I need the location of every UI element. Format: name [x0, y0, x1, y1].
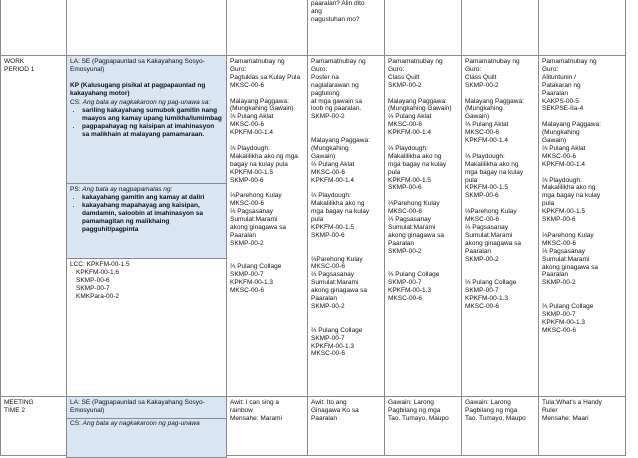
activity-line: Class Quilt — [388, 73, 420, 81]
lcc-line: KPKFM-00-1.6 — [76, 268, 119, 276]
activity-line: Sumulat:Marami — [230, 216, 278, 224]
activity-line — [230, 248, 304, 256]
activity-line: ⅔ Pagsasanay — [230, 208, 274, 216]
activity-line: MKSC-00-6 — [388, 208, 422, 216]
activity-line: Poster na — [311, 73, 339, 81]
activity-line: KPKFM-00-1.5 — [542, 208, 585, 216]
activity-line — [388, 264, 458, 272]
activity-line: ⅔ Playdough: — [465, 152, 505, 160]
meeting-day1-cell — [226, 396, 308, 456]
activity-line: MKSC-00-6 — [230, 287, 264, 295]
activity-line: Guro: — [388, 65, 405, 73]
activity-line: Pagbilang ng mga — [388, 406, 441, 414]
activity-line: Gawain) — [542, 137, 567, 145]
activity-line: Makalilikha ako ng — [388, 152, 442, 160]
cs-item: • sariling kakayahang sumubok gamitin nang maayos ang kamay upang lumikha/lumimbag — [82, 107, 223, 123]
activity-line: Makalilikha ako ng — [542, 184, 596, 192]
activity-line: Paaralan — [311, 295, 338, 303]
activity-line: pula — [311, 216, 324, 224]
activity-line: ⅔ Pulang Aklat — [542, 144, 586, 152]
ps-prefix: PS: — [70, 186, 83, 193]
ps-item: • kakayahang gamitin ang kamay at daliri — [82, 194, 223, 202]
top-line: paaralan? Alin dito — [311, 0, 365, 7]
activity-line: Mensahe: Marami — [230, 414, 283, 422]
activity-line: MKSC-00-6 — [311, 168, 345, 176]
lcc-line: LCC: KPKFM-00-1.5 — [70, 261, 130, 268]
activity-line: pula — [388, 168, 401, 176]
activity-line — [465, 90, 535, 98]
meeting-day2-cell — [307, 396, 385, 456]
activity-line: KPKFM-00-1.4 — [388, 129, 431, 137]
activity-line: MKSC-00-6 — [542, 326, 576, 334]
work-period-label: WORK — [4, 58, 25, 65]
top-row-day2-cell — [307, 0, 385, 56]
activity-line: akong ginagawa sa — [311, 287, 368, 295]
activity-line: KPKFM-00-1.4 — [465, 137, 508, 145]
activity-line: Alituntunin / — [542, 73, 576, 81]
activity-line: loob ng paaralan. — [311, 105, 362, 113]
activity-line: pula — [542, 200, 555, 208]
lcc-line: SKMP-00-7 — [76, 284, 110, 292]
activity-line: Guro: — [542, 65, 559, 73]
ps-text: Ang bata ay nagpapamalas ng: — [82, 186, 173, 193]
top-row-day3-cell — [384, 0, 462, 56]
top-line: nagustuhan mo? — [311, 15, 360, 23]
activity-line: SKMP-00-6 — [465, 192, 499, 200]
activity-line: KPKFM-00-1.4 — [542, 160, 585, 168]
activity-line: ⅔ Pulang Collage — [542, 303, 594, 311]
activity-line: akong ginagawa sa — [465, 239, 522, 247]
work-day1-cell — [226, 55, 308, 397]
activity-line: KPKFM-00-1.5 — [230, 168, 273, 176]
activity-line: Paaralan — [230, 231, 257, 239]
work-day2-cell — [307, 55, 385, 397]
activity-line: Patakaran ng — [542, 81, 581, 89]
activity-line: Paaralan — [311, 414, 338, 422]
activity-line: Sumulat:Marami — [542, 255, 590, 263]
activity-line: Pamamatnubay ng — [311, 58, 366, 65]
activity-line: Awit: Ito ang — [311, 399, 347, 406]
activity-line: SKMP-00-2 — [311, 113, 345, 121]
activity-line: Paaralan — [465, 247, 492, 255]
activity-line: ⅔ Pagsasanay — [388, 216, 432, 224]
activity-line — [388, 90, 458, 98]
activity-line: SKMP-00-2 — [465, 81, 499, 89]
activity-line: Malayang Paggawa: — [311, 137, 370, 145]
activity-line: MKSC-00-6 — [311, 350, 345, 358]
activity-line: KPKFM-00-1.4 — [230, 129, 273, 137]
activity-line: ⅔ Pulang Collage — [311, 326, 363, 334]
work-la-heading: LA: SE (Pagpapaunlad sa Kakayahang Sosyo-Emosyunal) — [70, 58, 205, 73]
activity-line: Guro: — [230, 65, 247, 73]
activity-line — [465, 145, 535, 153]
activity-line: SKMP-00-6 — [542, 216, 576, 224]
activity-line — [465, 271, 535, 279]
activity-line: ⅔ Pulang Aklat — [388, 113, 432, 121]
activity-line — [311, 248, 381, 256]
activity-line: akong ginagawa sa — [230, 223, 287, 231]
activity-line: Class Quilt — [465, 73, 497, 81]
top-row-day1-cell — [226, 0, 308, 56]
activity-line: bagay na kulay pula — [230, 160, 288, 168]
meeting-cs-cell — [66, 418, 227, 458]
activity-line: mga bagay na kulay — [542, 192, 601, 200]
meeting-time-label: MEETING — [4, 399, 34, 406]
activity-line: SKMP-00-6 — [230, 176, 264, 184]
activity-line — [388, 192, 458, 200]
activity-line — [542, 169, 622, 177]
activity-line: ⅔Parehong Kulay — [388, 200, 440, 208]
activity-line: MKSC-00-6 — [465, 303, 499, 311]
activity-line — [542, 224, 622, 232]
activity-line: KPKFM-00-1.4 — [311, 176, 354, 184]
meeting-day3-cell — [384, 396, 462, 456]
activity-line: Guro: — [465, 65, 482, 73]
meeting-time-label-cell — [0, 396, 67, 456]
activity-line: KPKFM-00-1.5 — [311, 223, 354, 231]
activity-line: Malayang Paggawa: — [542, 121, 601, 129]
cs-prefix: CS: — [70, 99, 83, 106]
activity-line: Pagtuklas sa Kulay Pula — [230, 73, 301, 81]
activity-line: Malayang Paggawa: — [388, 97, 447, 105]
cs-text: Ang bata ay nagkakaroon ng pag-unawa sa: — [82, 99, 211, 106]
activity-line: SKMP-00-2 — [388, 247, 422, 255]
activity-line: ⅔Parehong Kulay — [311, 255, 363, 263]
activity-line: Tao. Tumayo, Maupo — [465, 414, 526, 422]
ps-item: • kakayahang mapahayag ang kaisipan, damdamin, saloobin at imahinasyon sa pamamagitan ng malikhaing pagguhit/pagpinta — [82, 202, 223, 234]
activity-line — [542, 295, 622, 303]
work-period-label: PERIOD 1 — [4, 65, 35, 73]
activity-line — [542, 287, 622, 295]
activity-line: Malayang Paggawa: — [230, 97, 289, 105]
activity-line: ⅔ Pagsasanay — [465, 223, 509, 231]
activity-line: mga bagay na kulay — [311, 208, 370, 216]
work-cs-cell — [66, 98, 227, 184]
activity-line: SKMP-00-2 — [311, 303, 345, 311]
activity-line: SKMP-00-7 — [311, 334, 345, 342]
activity-line: MKSC-00-6 — [230, 81, 264, 89]
activity-line: ⅔ Pulang Aklat — [465, 121, 509, 129]
meeting-la-cell — [66, 396, 227, 419]
activity-line — [388, 137, 458, 145]
activity-line: naglalarawan ng — [311, 81, 359, 89]
activity-line: KPKFM-00-1.3 — [465, 295, 508, 303]
activity-line — [230, 137, 304, 145]
activity-line — [311, 319, 381, 327]
activity-line: akong ginagawa sa — [388, 231, 445, 239]
work-day5-cell — [538, 55, 626, 397]
activity-line: ⅔ Playdough: — [311, 192, 351, 200]
activity-line: (Mungkahing Gawain) — [230, 105, 294, 113]
activity-line: mga bagay na kulay — [388, 160, 447, 168]
meeting-day5-cell — [538, 396, 626, 456]
activity-line: Pamamatnubay ng — [542, 58, 597, 65]
activity-line — [230, 90, 304, 98]
activity-line: ⅔ Playdough: — [230, 144, 270, 152]
activity-line: Awit: I can sing a — [230, 399, 280, 406]
top-row-day5-cell — [538, 0, 626, 56]
activity-line: SKMP-00-7 — [388, 279, 422, 287]
activity-line — [230, 256, 304, 264]
activity-line — [311, 311, 381, 319]
activity-line: Ruler — [542, 406, 558, 414]
activity-line: SKMP-00-2 — [465, 255, 499, 263]
activity-line: KPKFM-00-1.3 — [311, 342, 354, 350]
activity-line: ⅔ Playdough: — [542, 176, 582, 184]
activity-line: Makalilikha ako ng mga — [230, 152, 298, 160]
lcc-line: SKMP-00-6 — [76, 276, 110, 284]
activity-line: Sumulat:Marami — [465, 231, 513, 239]
activity-line: Ginagawa Ko sa — [311, 406, 359, 414]
activity-line: ⅔Parehong Kulay — [542, 231, 594, 239]
top-row-period-cell — [0, 0, 67, 56]
activity-line: SKMP-00-7 — [542, 310, 576, 318]
activity-line: ⅔ Pulang Aklat — [311, 160, 355, 168]
top-line: ang — [311, 7, 322, 15]
activity-line: Makalilikha ako ng — [311, 200, 365, 208]
cs-item: • pagpapahayag ng kaisipan at imahinasyon sa malikhain at malayang pamamaraan. — [82, 123, 223, 139]
activity-line: ⅔Parehong Kulay — [230, 192, 282, 200]
activity-line: Paaralan — [542, 89, 569, 97]
activity-line: mga bagay na kulay — [465, 168, 524, 176]
activity-line: Malayang Paggawa: — [465, 97, 524, 105]
activity-line: (Mungkahing — [542, 129, 580, 137]
activity-line: MKSC-00-6 — [388, 121, 422, 129]
activity-line — [311, 121, 381, 129]
top-row-la-cell — [66, 0, 227, 56]
activity-line: Tula:What's a Handy — [542, 399, 602, 406]
meeting-la-heading: LA: SE (Pagpapaunlad sa Kakayahang Sosyo-Emosyunal) — [70, 399, 205, 414]
activity-line: Gawain) — [311, 152, 336, 160]
activity-line: MKSC-00-6 — [465, 216, 499, 224]
activity-line: Pamamatnubay ng — [465, 58, 520, 65]
ps-list — [70, 194, 223, 234]
activity-line: Paaralan — [388, 239, 415, 247]
top-row-day4-cell — [461, 0, 539, 56]
activity-line: KPKFM-00-1.3 — [230, 279, 273, 287]
meeting-time-label: TIME 2 — [4, 406, 25, 414]
activity-line: Guro: — [311, 65, 328, 73]
activity-line: pula — [465, 176, 478, 184]
activity-line: MKSC-00-6 — [542, 239, 576, 247]
activity-line — [542, 113, 622, 121]
activity-line: rainbow — [230, 406, 253, 414]
activity-line — [465, 200, 535, 208]
work-day3-cell — [384, 55, 462, 397]
activity-line: KPKFM-00-1.3 — [388, 287, 431, 295]
activity-line: Pagbilang ng mga — [465, 406, 518, 414]
activity-line: ⅔ Pagsasanay — [542, 247, 586, 255]
activity-line: MKSC-00-6 — [465, 129, 499, 137]
activity-line: Pamamatnubay ng — [388, 58, 443, 65]
lcc-line: KMKPara-00-2 — [76, 292, 119, 300]
activity-line: akong ginagawa sa — [542, 263, 599, 271]
activity-line: Tao. Tumayo, Maupo — [388, 414, 449, 422]
activity-line: MKSC-00-6 — [311, 263, 345, 271]
work-kp-heading: KP (Kalusugang pisikal at pagpapaunlad ng kakayahang motor) — [70, 81, 206, 97]
activity-line: Pamamatnubay ng — [230, 58, 285, 65]
meeting-day4-cell — [461, 396, 539, 456]
cs-list — [70, 107, 223, 139]
meeting-cs-prefix: CS: — [70, 420, 83, 427]
activity-line: pagtulong — [311, 89, 340, 97]
activity-line — [465, 264, 535, 272]
activity-line: SKMP-00-7 — [465, 287, 499, 295]
activity-line: Sumulat:Marami — [311, 279, 359, 287]
activity-line: ⅔ Pulang Collage — [465, 279, 517, 287]
activity-line: KPKFM-00-1.5 — [465, 184, 508, 192]
activity-line: at mga gawain sa — [311, 97, 362, 105]
activity-line: Paaralan — [542, 271, 569, 279]
meeting-cs-text: Ang bata ay nagkakaroon ng pag-unawa — [82, 420, 200, 427]
activity-line: Sumulat:Marami — [388, 223, 436, 231]
activity-line: MKSC-00-6 — [542, 152, 576, 160]
activity-line: ⅔Parehong Kulay — [465, 208, 517, 216]
activity-line: SKMP-00-2 — [388, 81, 422, 89]
activity-line: SKMP-00-6 — [311, 231, 345, 239]
activity-line: (Mungkahing — [465, 105, 503, 113]
activity-line: KPKFM-00-1.3 — [542, 318, 585, 326]
activity-line: MKSC-00-6 — [388, 295, 422, 303]
activity-line — [311, 240, 381, 248]
activity-line: (Mungkahing — [311, 144, 349, 152]
activity-line — [230, 184, 304, 192]
activity-line: Gawain) — [465, 113, 490, 121]
activity-line: SEKPSE-IIa-4 — [542, 105, 584, 113]
activity-line: SKMP-00-7 — [230, 271, 264, 279]
activity-line: ⅔ Pagsasanay — [311, 271, 355, 279]
activity-line: (Mungkahing Gawain) — [388, 105, 452, 113]
activity-line — [311, 129, 381, 137]
work-period-label-cell — [0, 55, 67, 397]
work-lcc-cell — [66, 258, 227, 397]
activity-line: ⅔ Pulang Collage — [230, 263, 282, 271]
activity-line: Mensahe: Maari — [542, 414, 589, 422]
activity-line: ⅔ Playdough: — [388, 144, 428, 152]
activity-line — [311, 184, 381, 192]
activity-line: KPKFM-00-1.5 — [388, 176, 431, 184]
activity-line: MKSC-00-6 — [230, 121, 264, 129]
activity-line — [388, 256, 458, 264]
activity-line: SKMP-00-2 — [542, 279, 576, 287]
work-ps-cell — [66, 183, 227, 259]
activity-line: ⅔ Pulang Collage — [388, 271, 440, 279]
activity-line: SKMP-00-6 — [388, 184, 422, 192]
activity-line: MKSC-00-6 — [230, 200, 264, 208]
activity-line: SKMP-00-2 — [230, 239, 264, 247]
activity-line: Makalilikha ako ng — [465, 160, 519, 168]
activity-line: Gawain: Larong — [465, 399, 511, 406]
work-day4-cell — [461, 55, 539, 397]
activity-line: Gawain: Larong — [388, 399, 434, 406]
activity-line: KAKPS-00-5 — [542, 97, 579, 105]
activity-line: ⅔ Pulang Aklat — [230, 113, 274, 121]
